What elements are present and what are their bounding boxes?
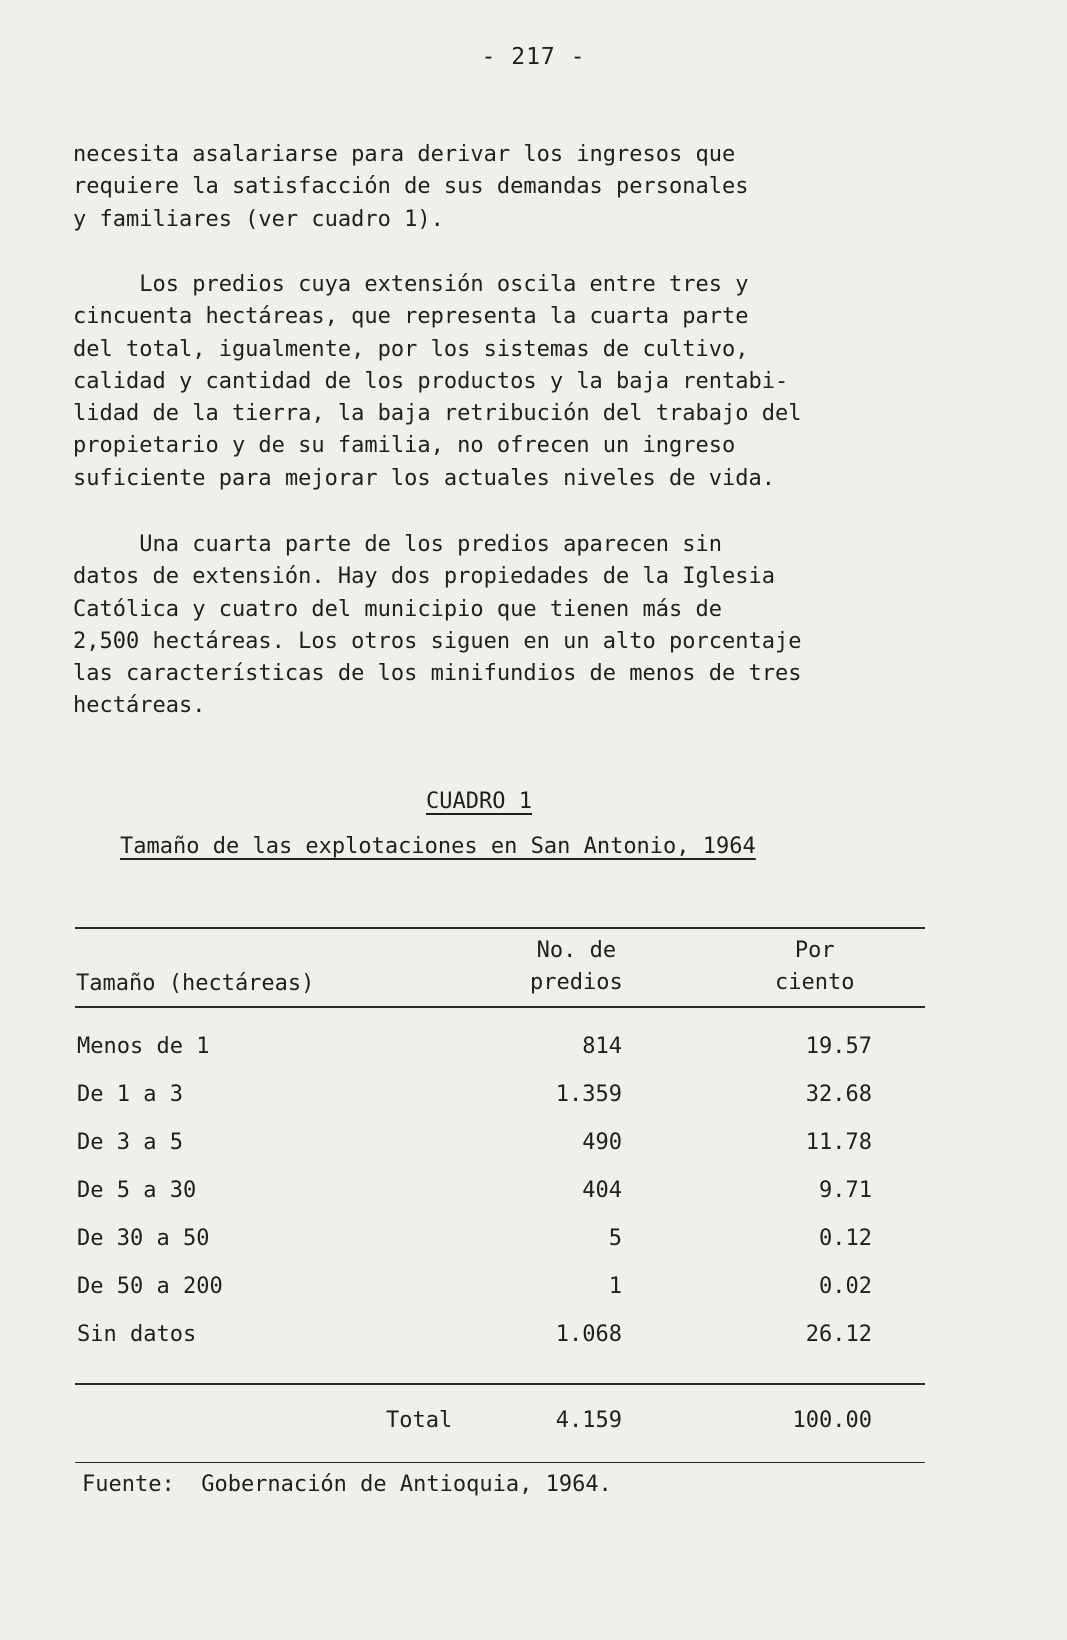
row-percent: 32.68 bbox=[805, 1082, 872, 1107]
header-size: Tamaño (hectáreas) bbox=[76, 971, 315, 996]
row-size: De 30 a 50 bbox=[77, 1226, 210, 1251]
table-row bbox=[0, 1130, 1067, 1162]
row-size: De 1 a 3 bbox=[77, 1082, 183, 1107]
row-size: Menos de 1 bbox=[77, 1034, 210, 1059]
row-count: 490 bbox=[582, 1130, 622, 1155]
row-count: 404 bbox=[582, 1178, 622, 1203]
row-count: 5 bbox=[608, 1226, 622, 1251]
row-percent: 0.12 bbox=[819, 1226, 872, 1251]
row-count: 1.359 bbox=[555, 1082, 622, 1107]
table-total-rule bbox=[75, 1383, 925, 1385]
row-percent: 9.71 bbox=[819, 1178, 872, 1203]
row-percent: 11.78 bbox=[805, 1130, 872, 1155]
table-row bbox=[0, 1082, 1067, 1114]
table-source: Fuente: Gobernación de Antioquia, 1964. bbox=[82, 1472, 612, 1497]
row-size: De 5 a 30 bbox=[77, 1178, 197, 1203]
row-count: 1 bbox=[608, 1274, 622, 1299]
paragraph-3: Una cuarta parte de los predios aparecen sin datos de extensión. Hay dos propiedades de la Iglesia Católica y cuatro del municipio que tienen más de 2,500 hectáreas. Los otros siguen en un alto porcentaje las características de los minifundios de menos de tres hectáreas. bbox=[73, 532, 802, 719]
table-row bbox=[0, 1034, 1067, 1066]
row-percent: 26.12 bbox=[805, 1322, 872, 1347]
table-title: CUADRO 1 bbox=[426, 789, 532, 814]
page-number: - 217 - bbox=[481, 44, 586, 70]
paragraph-1: necesita asalariarse para derivar los ingresos que requiere la satisfacción de sus demandas personales y familiares (ver cuadro 1). bbox=[73, 142, 749, 232]
row-size: De 50 a 200 bbox=[77, 1274, 223, 1299]
table-row bbox=[0, 1226, 1067, 1258]
row-percent: 0.02 bbox=[819, 1274, 872, 1299]
total-count: 4.159 bbox=[555, 1408, 622, 1433]
row-count: 814 bbox=[582, 1034, 622, 1059]
table-subtitle: Tamaño de las explotaciones en San Antonio, 1964 bbox=[120, 834, 756, 859]
row-percent: 19.57 bbox=[805, 1034, 872, 1059]
header-percent: Por ciento bbox=[775, 938, 855, 995]
row-size: De 3 a 5 bbox=[77, 1130, 183, 1155]
row-size: Sin datos bbox=[77, 1322, 197, 1347]
table-bottom-rule bbox=[75, 1462, 925, 1463]
table-row bbox=[0, 1322, 1067, 1354]
table-top-rule bbox=[75, 927, 925, 929]
header-count: No. de predios bbox=[530, 938, 623, 995]
table-row bbox=[0, 1274, 1067, 1306]
row-count: 1.068 bbox=[555, 1322, 622, 1347]
total-percent: 100.00 bbox=[792, 1408, 872, 1433]
paragraph-2: Los predios cuya extensión oscila entre tres y cincuenta hectáreas, que representa la cuarta parte del total, igualmente, por los sistemas de cultivo, calidad y cantidad de los productos y la baja rentabi- lidad de la tierra, la baja retribución del trabajo del propietario y de su familia, no ofrecen un ingreso suficiente para mejorar los actuales niveles de vida. bbox=[73, 272, 802, 491]
table-header-rule bbox=[75, 1006, 925, 1008]
total-label: Total bbox=[386, 1408, 453, 1433]
table-row bbox=[0, 1178, 1067, 1210]
